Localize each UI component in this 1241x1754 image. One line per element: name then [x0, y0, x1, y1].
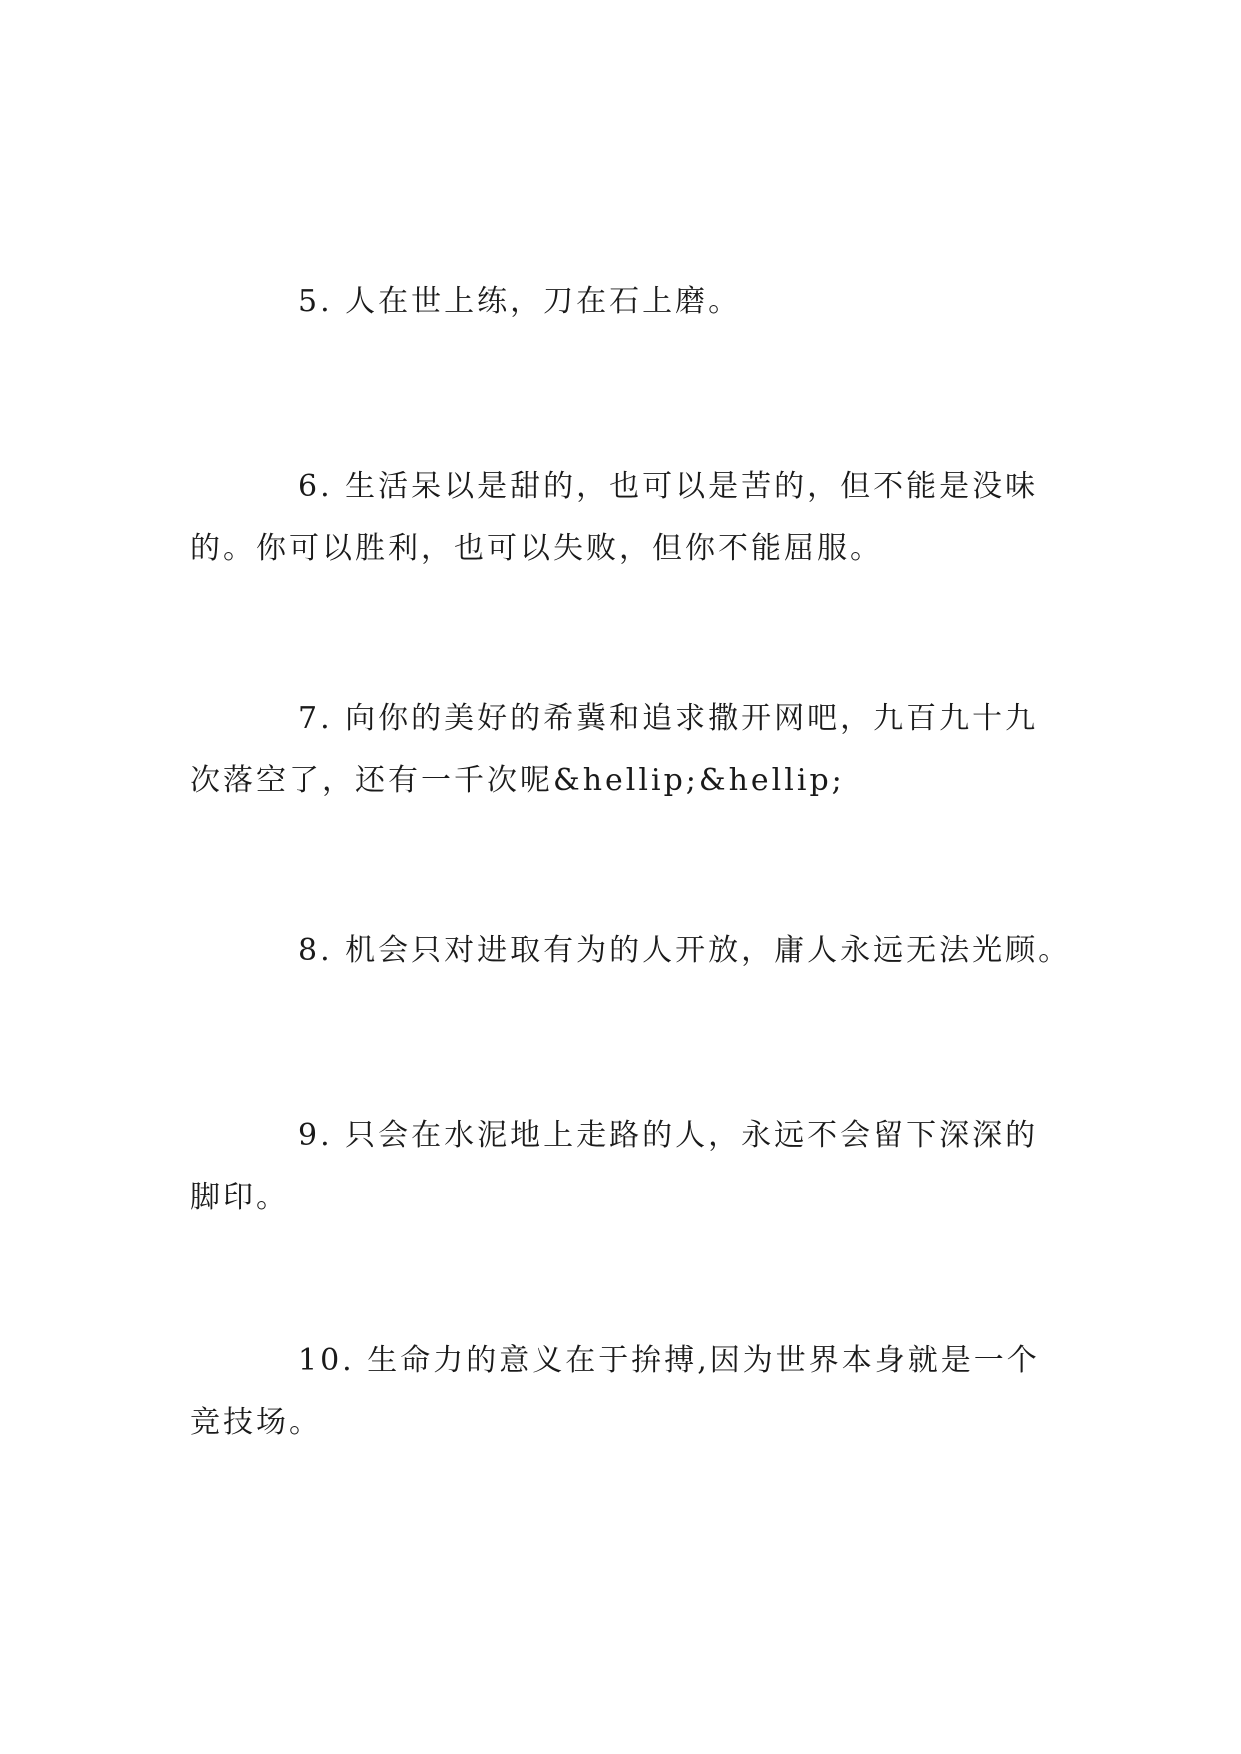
paragraph-line: 6. 生活呆以是甜的，也可以是苦的，但不能是没味 [298, 469, 1039, 504]
paragraph-line: 5. 人在世上练，刀在石上磨。 [298, 284, 742, 319]
paragraph-line: 竞技场。 [190, 1405, 322, 1440]
quote-paragraph-6 [190, 456, 1050, 580]
quote-paragraph-9 [190, 1105, 1050, 1229]
quote-paragraph-7 [190, 688, 1050, 812]
paragraph-line: 7. 向你的美好的希冀和追求撒开网吧，九百九十九 [298, 701, 1039, 736]
quote-paragraph-8 [190, 920, 1072, 982]
paragraph-line: 次落空了，还有一千次呢&hellip;&hellip; [190, 763, 845, 798]
paragraph-line: 10. 生命力的意义在于拚搏,因为世界本身就是一个 [298, 1343, 1040, 1378]
quote-paragraph-5 [190, 271, 1050, 333]
paragraph-line: 的。你可以胜利，也可以失败，但你不能屈服。 [190, 531, 883, 566]
paragraph-line: 9. 只会在水泥地上走路的人，永远不会留下深深的 [298, 1118, 1039, 1153]
quote-paragraph-10 [190, 1330, 1050, 1454]
paragraph-line: 脚印。 [190, 1180, 289, 1215]
paragraph-line: 8. 机会只对进取有为的人开放，庸人永远无法光顾。 [298, 933, 1072, 968]
